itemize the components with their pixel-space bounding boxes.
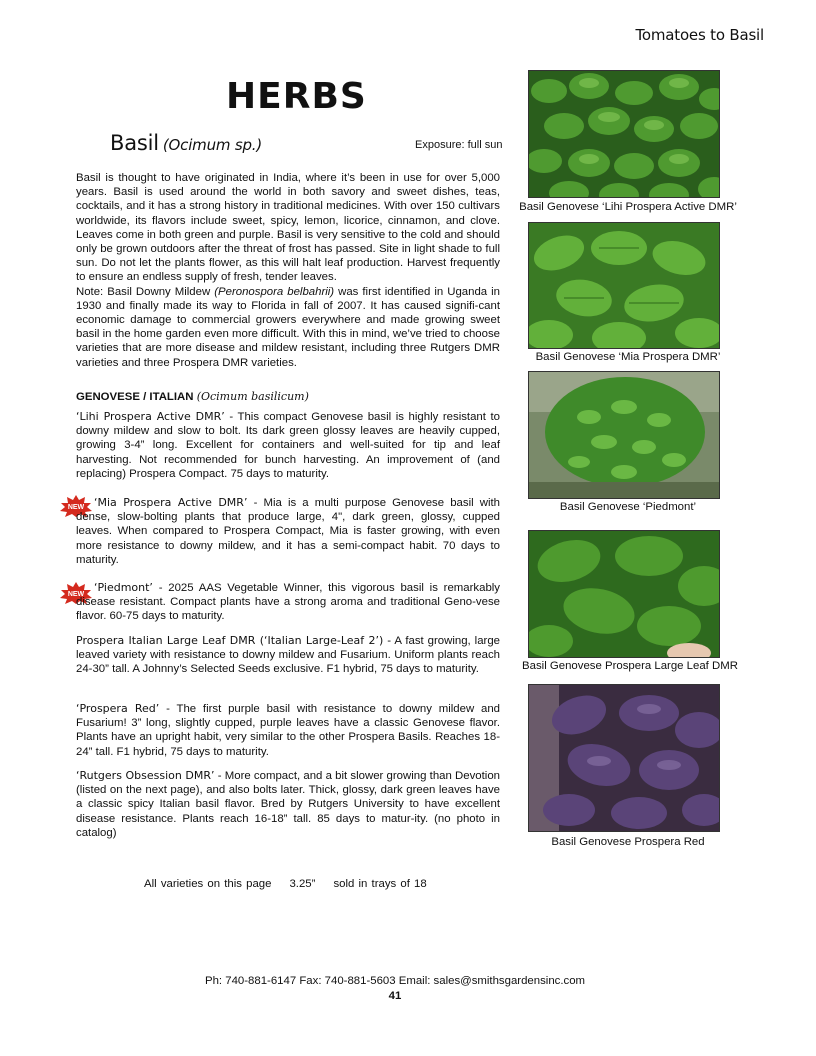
photo-prospera-red (528, 684, 720, 832)
intro-paragraph: Basil is thought to have originated in India, where it’s been in use for over 5,000 years. Basil is used around the world in both savory and sweet dishes, teas, cocktails, and it has a strong history in traditional medicines. With over 150 cultivars worldwide, its flavors include sweet, spicy, lemon, licorice, cinnamon, and clove. Leaves come in both green and purple. Basil is very sensitive to the cold and should only be grown outdoors after the threat of frost has passed. Site in light shade to full sun. Do not let the plants flower, as this will halt leaf production. Harvest frequently to ensure an endless supply of fresh, tender leaves. (76, 172, 500, 284)
variety-rutgers-obsession (76, 769, 500, 840)
badge-text: NEW (67, 591, 85, 598)
contact-line: Ph: 740-881-6147 Fax: 740-881-5603 Email: sales@smithsgardensinc.com (204, 975, 586, 987)
variety-desc: - 2025 AAS Vegetable Winner, this vigorous basil is remarkably disease resistant. Compact plants have a strong aroma and traditional Geno-vese flavor. 60-75 days to maturity. (76, 582, 500, 623)
footer-all: All varieties on this page (144, 878, 272, 890)
page-number: 41 (388, 990, 402, 1002)
subhead-label: GENOVESE / ITALIAN (76, 391, 194, 403)
caption-large-leaf: Basil Genovese Prospera Large Leaf DMR (522, 660, 738, 672)
badge-text: NEW (67, 504, 85, 511)
basil-photo-image (529, 531, 720, 658)
basil-photo-image (529, 372, 720, 499)
basil-photo-image (529, 223, 720, 349)
note-latin: (Peronospora belbahrii) (214, 285, 335, 298)
variety-name: ‘Prospera Red’ (76, 702, 160, 715)
variety-name: ‘Piedmont’ (94, 581, 153, 594)
footer-trays: sold in trays of 18 (333, 878, 427, 890)
section-header: Tomatoes to Basil (635, 26, 764, 44)
subhead-latin: (Ocimum basilicum) (196, 390, 309, 403)
footer-note (144, 878, 445, 890)
mildew-note (76, 285, 500, 370)
footer-size: 3.25” (289, 878, 316, 890)
photo-lihi (528, 70, 720, 198)
note-body: was first identified in Uganda in 1930 and finally made its way to Florida in fall of 2007. It has caused signifi-cant economic damage to commercial growers everywhere and made growing sweet basil in the home garden even more difficult. With this in mind, we’ve tried to choose varieties that are more disease and mildew resistant, including three Rutgers DMR varieties and three Prospera DMR varieties. (76, 285, 500, 369)
page-title: HERBS (226, 76, 367, 117)
caption-lihi: Basil Genovese ‘Lihi Prospera Active DMR’ (519, 201, 737, 213)
variety-name: Prospera Italian Large Leaf DMR (‘Italian Large-Leaf 2’) (76, 634, 384, 647)
variety-desc: - The first purple basil with resistance to downy mildew and Fusarium! 3” long, slightly cupped, purple leaves have a classic Genovese flavor. Plants have an upright habit, very similar to the other Prospera Basils. Reaches 18-24” tall. F1 hybrid, 75 days to maturity. (76, 703, 500, 758)
caption-piedmont: Basil Genovese ‘Piedmont’ (559, 501, 697, 513)
intro-text (76, 171, 500, 370)
photo-piedmont (528, 371, 720, 499)
genovese-subhead (76, 390, 309, 403)
variety-lihi (76, 410, 500, 481)
variety-desc: - A fast growing, large leaved variety with resistance to downy mildew and Fusarium. Uniform plants reach 24-30” tall. A Johnny’s Selected Seeds exclusive. F1 hybrid, 75 days to maturity. (76, 635, 501, 676)
plant-latin-name: (Ocimum sp.) (162, 136, 263, 154)
plant-common-name: Basil (110, 131, 159, 155)
variety-name: ‘Mia Prospera Active DMR’ (94, 496, 248, 509)
variety-prospera-red (76, 702, 500, 759)
variety-italian-large-leaf (76, 634, 500, 677)
exposure-label: Exposure: full sun (415, 139, 503, 151)
variety-desc: - Mia is a multi purpose Genovese basil with dense, slow-bolting plants that produce large, 4", dark green, glossy, cupped leaves. When compared to Prospera Compact, Mia is faster growing, with even more resistance to downy mildew, and it has a semi-compact habit. 70 days to maturity. (76, 497, 500, 566)
basil-photo-image (529, 71, 720, 198)
note-prefix: Note: Basil Downy Mildew (76, 285, 215, 298)
variety-name: ‘Lihi Prospera Active DMR’ (76, 410, 225, 423)
variety-name: ‘Rutgers Obsession DMR’ (76, 769, 215, 782)
basil-photo-image (529, 685, 720, 832)
variety-piedmont (76, 581, 500, 624)
photo-large-leaf (528, 530, 720, 658)
variety-mia (76, 496, 500, 567)
plant-name (110, 131, 262, 155)
caption-mia: Basil Genovese ‘Mia Prospera DMR’ (535, 351, 721, 363)
variety-desc: - This compact Genovese basil is highly resistant to downy mildew and slow to bolt. Its dark green glossy leaves are heavily cupped, growing 3-4” long. Excellent for containers and well-suited for tip and leaf harvesting. Not recommended for bunch harvesting. An improvement of (and replacing) Prospera Compact. 75 days to maturity. (76, 411, 500, 480)
variety-desc: - More compact, and a bit slower growing than Devotion (listed on the next page), and also bolts later. Thick, glossy, dark green leaves have a classic spicy Italian basil flavor. Bred by Rutgers University to have excellent disease resistance. Plants reach 16-18” tall. 85 days to matur-ity. (no photo in catalog) (76, 770, 501, 839)
caption-prospera-red: Basil Genovese Prospera Red (551, 836, 705, 848)
photo-mia (528, 222, 720, 349)
